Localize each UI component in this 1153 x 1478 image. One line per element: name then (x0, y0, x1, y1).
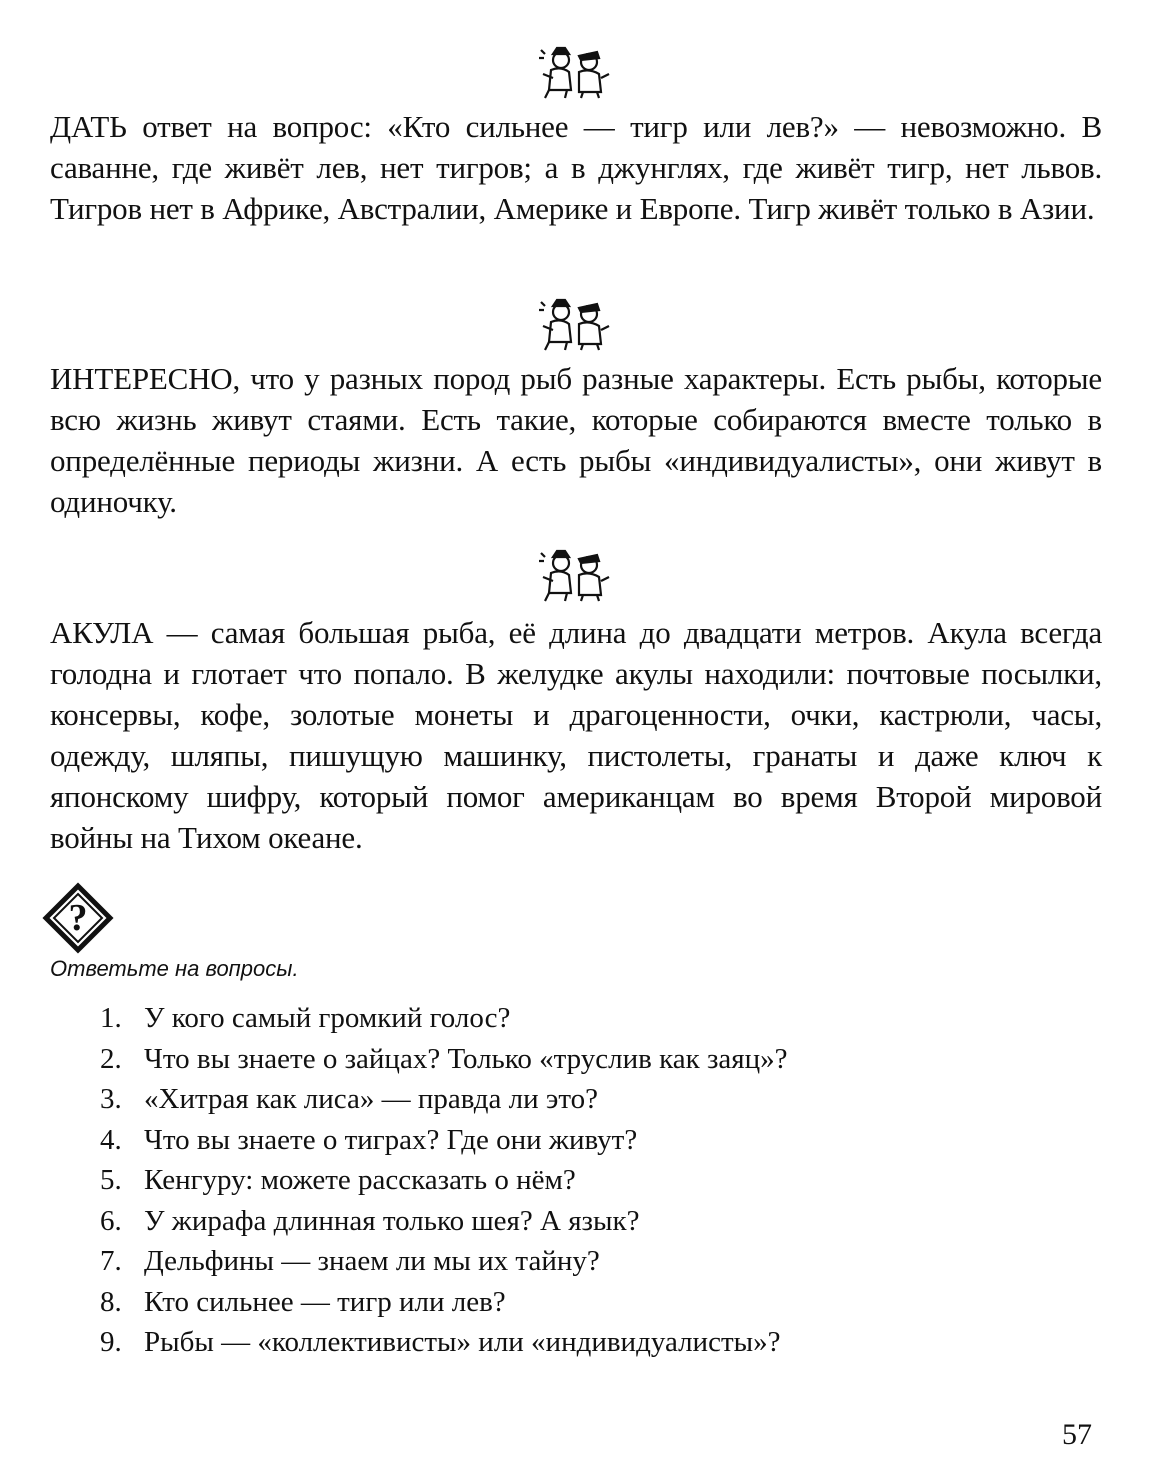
list-item (100, 1282, 788, 1323)
question-number: 3. (100, 1083, 122, 1115)
question-text: Кенгуру: можете рассказать о нём? (144, 1164, 576, 1196)
question-number: 1. (100, 1002, 122, 1034)
question-text: «Хитрая как лиса» — правда ли это? (144, 1083, 598, 1115)
question-number: 7. (100, 1245, 122, 1277)
paragraph-tiger-lion: ДАТЬ ответ на вопрос: «Кто сильнее — тигр или лев?» — невозможно. В саванне, где живёт лев, нет тигров; а в джунглях, где живёт тигр, нет львов. Тигров нет в Африке, Австралии, Америке и Европе. Тигр живёт только в Азии. (50, 109, 1102, 226)
question-text: Дельфины — знаем ли мы их тайну? (144, 1245, 600, 1277)
two-kids-icon (535, 296, 615, 352)
two-kids-icon (535, 44, 615, 100)
question-text: У жирафа длинная только шея? А язык? (144, 1204, 640, 1237)
list-item (100, 1201, 788, 1242)
list-item (100, 1079, 788, 1120)
question-text: Кто сильнее — тигр или лев? (144, 1285, 506, 1318)
question-text: У кого самый громкий голос? (144, 1002, 511, 1034)
question-number: 6. (100, 1204, 122, 1237)
page-number: 57 (1062, 1418, 1092, 1451)
paragraph-fish-characters: ИНТЕРЕСНО, что у разных пород рыб разные характеры. Есть рыбы, которые всю жизнь живут стаями. Есть такие, которые собираются вместе только в определённые периоды жизни. А есть рыбы «индивидуалисты», они живут в одиночку. (50, 361, 1102, 519)
question-number: 9. (100, 1326, 122, 1358)
question-number: 2. (100, 1042, 122, 1075)
list-item (100, 1241, 788, 1282)
question-text: Рыбы — «коллективисты» или «индивидуалисты»? (144, 1326, 781, 1358)
questions-list (100, 998, 788, 1363)
list-item (100, 1322, 788, 1363)
question-text: Что вы знаете о зайцах? Только «труслив как заяц»? (144, 1042, 788, 1075)
question-number: 8. (100, 1285, 122, 1318)
list-item (100, 1039, 788, 1080)
two-kids-icon (535, 547, 615, 603)
svg-text:?: ? (68, 897, 88, 939)
question-text: Что вы знаете о тиграх? Где они живут? (144, 1123, 638, 1156)
question-number: 4. (100, 1123, 122, 1156)
list-item (100, 1160, 788, 1201)
paragraph-shark: АКУЛА — самая большая рыба, её длина до двадцати метров. Акула всегда голодна и глотает что попало. В желудке акулы находили: почтовые посылки, консервы, кофе, золотые монеты и драгоценности, очки, кастрюли, часы, одежду, шляпы, пишущую машинку, пистолеты, гранаты и даже ключ к японскому шифру, который помог американцам во время Второй мировой войны на Тихом океане. (50, 615, 1102, 855)
list-item (100, 998, 788, 1039)
list-item (100, 1120, 788, 1161)
question-number: 5. (100, 1164, 122, 1196)
question-mark-icon (40, 880, 116, 956)
questions-heading: Ответьте на вопросы. (50, 956, 299, 981)
